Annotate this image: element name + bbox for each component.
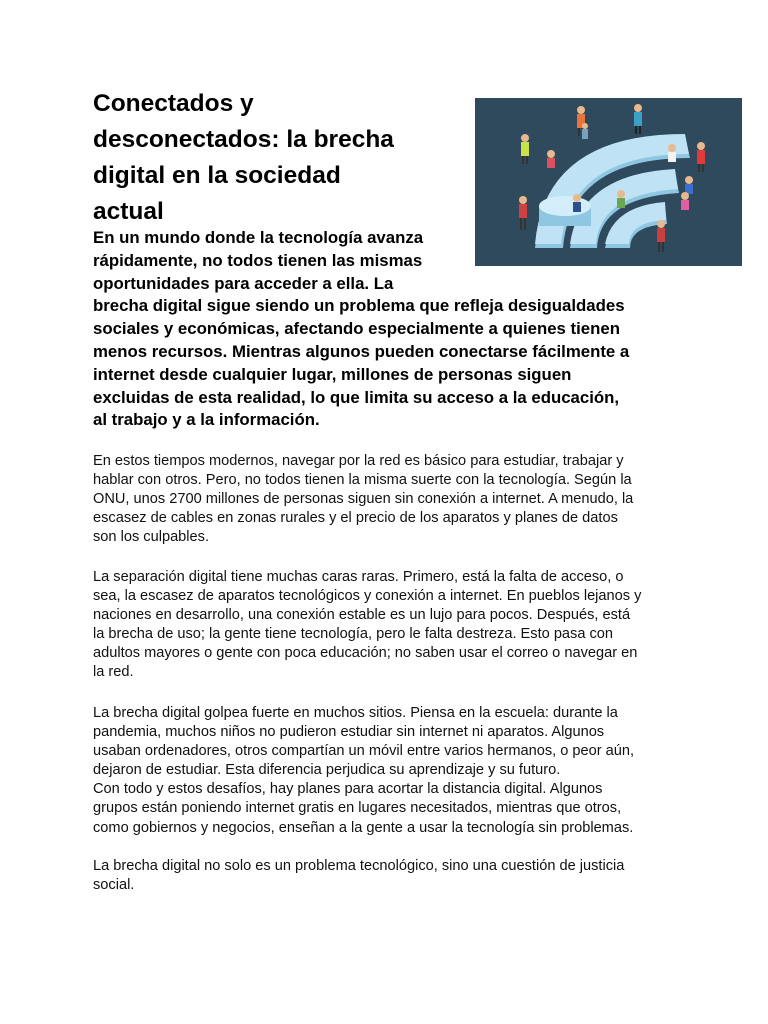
lead-line: sociales y económicas, afectando especialmente a quienes tienen bbox=[93, 319, 620, 339]
body-line: La brecha digital no solo es un problema tecnológico, sino una cuestión de justicia bbox=[93, 858, 625, 874]
body-line: La separación digital tiene muchas caras raras. Primero, está la falta de acceso, o bbox=[93, 569, 624, 585]
body-line: pandemia, muchos niños no pudieron estudiar sin internet ni aparatos. Algunos bbox=[93, 724, 605, 741]
body-line: Con todo y estos desafíos, hay planes para acortar la distancia digital. Algunos bbox=[93, 781, 603, 798]
title-line: actual bbox=[93, 198, 164, 225]
lead-line: al trabajo y a la información. bbox=[93, 410, 320, 430]
body-line: adultos mayores o gente con poca educación; no saben usar el correo o navegar en bbox=[93, 645, 638, 662]
body-line: La brecha digital golpea fuerte en muchos sitios. Piensa en la escuela: durante la bbox=[93, 705, 618, 721]
body-line: naciones en desarrollo, una conexión estable es un lujo para pocos. Después, está bbox=[93, 607, 631, 624]
body-line: escasez de cables en zonas rurales y el precio de los aparatos y planes de datos bbox=[93, 510, 618, 527]
body-line: usaban ordenadores, otros compartían un móvil entre varios hermanos, o peor aún, bbox=[93, 743, 635, 760]
body-line: social. bbox=[93, 877, 135, 894]
lead-line: excluidas de esta realidad, lo que limita su acceso a la educación, bbox=[93, 387, 620, 407]
body-paragraph bbox=[93, 452, 693, 547]
body-line: hablar con otros. Pero, no todos tienen la misma suerte con la tecnología. Según la bbox=[93, 472, 632, 489]
lead-line: internet desde cualquier lugar, millones de personas siguen bbox=[93, 364, 572, 384]
lead-paragraph bbox=[93, 227, 683, 432]
lead-line: En un mundo donde la tecnología avanza bbox=[93, 228, 424, 247]
body-line: dejaron de estudiar. Esta diferencia perjudica su aprendizaje y su futuro. bbox=[93, 762, 561, 779]
lead-line: oportunidades para acceder a ella. La bbox=[93, 273, 394, 293]
body-line: En estos tiempos modernos, navegar por la red es básico para estudiar, trabajar y bbox=[93, 453, 624, 469]
lead-line: brecha digital sigue siendo un problema que refleja desigualdades bbox=[93, 296, 625, 316]
lead-line: menos recursos. Mientras algunos pueden conectarse fácilmente a bbox=[93, 341, 630, 361]
body-paragraph bbox=[93, 704, 693, 838]
body-line: como gobiernos y negocios, enseñan a la gente a usar la tecnología sin problemas. bbox=[93, 819, 634, 836]
body-line: la brecha de uso; la gente tiene tecnología, pero le falta destreza. Esto pasa con bbox=[93, 626, 614, 643]
body-line: grupos están poniendo internet gratis en lugares necesitados, mientras que otros, bbox=[93, 800, 622, 817]
title-line: desconectados: la brecha bbox=[93, 126, 394, 153]
lead-line: rápidamente, no todos tienen las mismas bbox=[93, 250, 423, 270]
body-line: sea, la escasez de aparatos tecnológicos y conexión a internet. En pueblos lejanos y bbox=[93, 588, 642, 605]
title-line: Conectados y bbox=[93, 90, 254, 117]
body-paragraph bbox=[93, 857, 693, 895]
body-line: son los culpables. bbox=[93, 529, 210, 546]
body-line: ONU, unos 2700 millones de personas siguen sin conexión a internet. A menudo, la bbox=[93, 491, 634, 508]
article-title bbox=[93, 86, 463, 230]
title-line: digital en la sociedad bbox=[93, 162, 341, 189]
body-paragraph bbox=[93, 568, 693, 683]
body-line: la red. bbox=[93, 664, 134, 681]
